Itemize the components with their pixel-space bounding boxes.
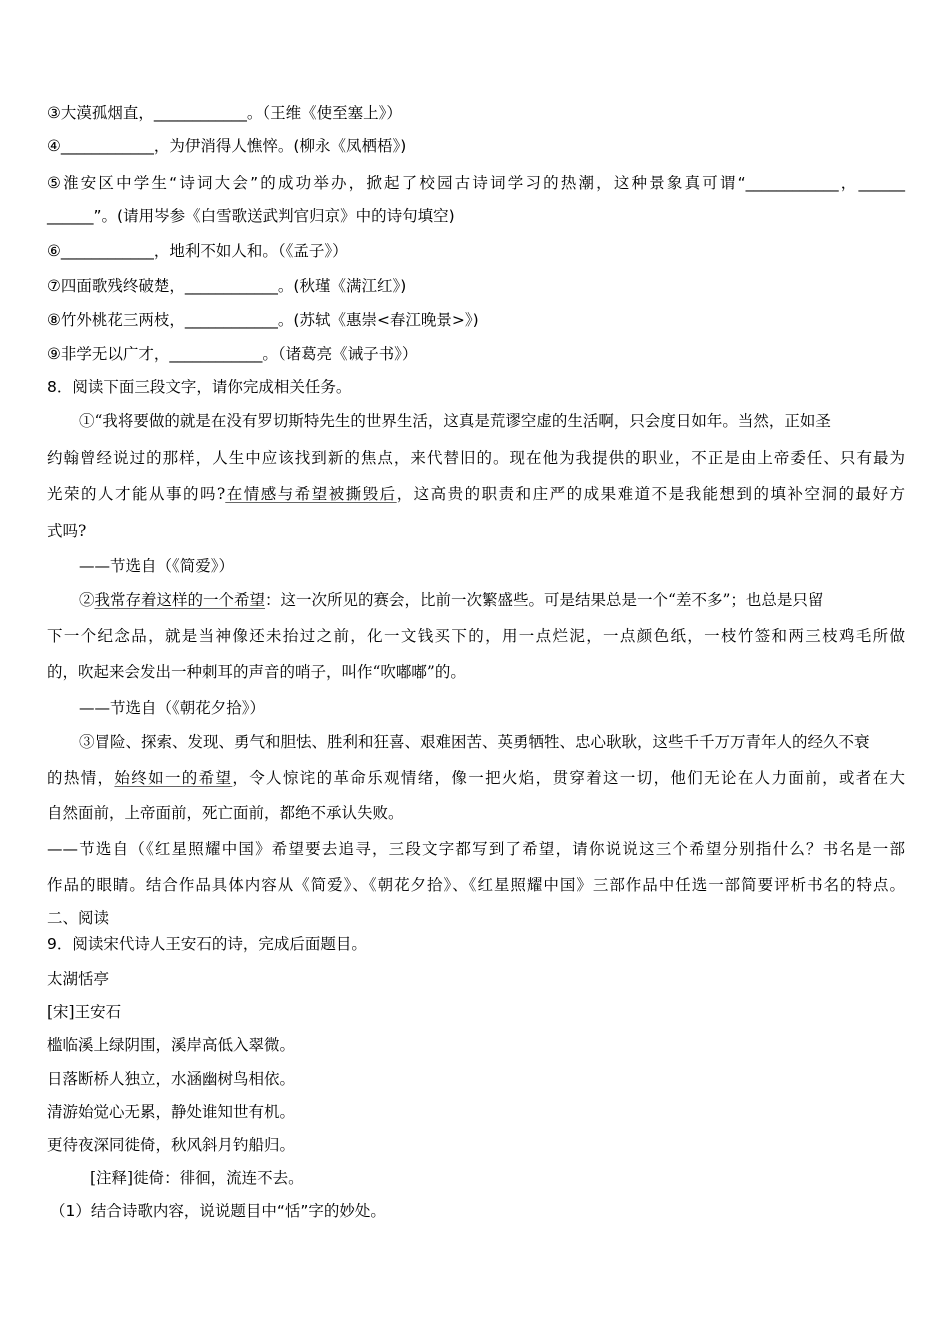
text-segment: ②: [79, 591, 95, 609]
text-segment: 约翰曾经说过的那样，人生中应该找到新的焦点，来代替旧的。现在他为我提供的职业，不正是由上帝委任、只有最为: [47, 449, 905, 467]
text-line: [47, 662, 466, 682]
text-segment: 槛临溪上绿阴围，溪岸高低入翠微。: [47, 1036, 296, 1054]
text-segment: ______”。(请用岑参《白雪歌送武判官归京》中的诗句填空): [47, 207, 455, 225]
text-segment: ⑥____________，地利不如人和。（《孟子》）: [47, 242, 348, 260]
text-line: [47, 377, 351, 397]
text-segment: 二、阅读: [47, 909, 110, 927]
text-line: [47, 626, 905, 646]
underlined-text: 我常存着这样的一个希望: [94, 591, 266, 609]
text-line: [47, 484, 905, 504]
text-segment: ——节选自（《简爱》）: [79, 557, 235, 575]
text-line: [79, 732, 870, 752]
text-line: [47, 241, 348, 261]
text-segment: 式吗?: [47, 522, 87, 540]
text-segment: ③大漠孤烟直，____________。（王维《使至塞上》）: [47, 104, 402, 122]
text-line: [47, 276, 406, 296]
text-segment: ⑦四面歌残终破楚，____________。(秋瑾《满江红》): [47, 277, 407, 295]
text-segment: ④____________，为伊消得人憔悴。(柳永《凤栖梧》): [47, 137, 407, 155]
text-line: [47, 173, 905, 193]
text-segment: （1）结合诗歌内容，说说题目中“恬”字的妙处。: [50, 1202, 386, 1220]
text-line: [47, 1035, 295, 1055]
text-line: [47, 136, 406, 156]
text-line: [47, 803, 404, 823]
text-line: [47, 206, 455, 226]
text-segment: ——节选自（《朝花夕拾》）: [79, 699, 266, 717]
text-segment: ——节选自（《红星照耀中国》希望要去追寻，三段文字都写到了希望，请你说说这三个希望分别指什么？书名是一部: [47, 840, 905, 858]
underlined-text: 在情感与希望被撕毁后: [225, 485, 397, 503]
text-segment: [注释]徙倚：徘徊，流连不去。: [90, 1169, 304, 1187]
text-segment: 更待夜深同徙倚，秋风斜月钓船归。: [47, 1136, 296, 1154]
text-segment: 8．阅读下面三段文字，请你完成相关任务。: [47, 378, 352, 396]
underlined-text: 始终如一的希望: [114, 769, 233, 787]
text-line: [79, 556, 234, 576]
text-segment: ⑧竹外桃花三两枝，____________。(苏轼《惠崇<春江晚景>》): [47, 311, 479, 329]
text-line: [47, 768, 905, 788]
text-line: [47, 875, 905, 895]
text-line: [47, 521, 86, 541]
text-segment: ①“我将要做的就是在没有罗切斯特先生的世界生活，这真是荒谬空虚的生活啊，只会度日如年。当然，正如圣: [79, 412, 831, 430]
text-line: [47, 1069, 295, 1089]
text-line: [90, 1168, 304, 1188]
text-segment: 作品的眼睛。结合作品具体内容从《简爱》、《朝花夕拾》、《红星照耀中国》三部作品中任选一部简要评析书名的特点。: [47, 876, 905, 894]
text-line: [50, 1201, 386, 1221]
text-segment: 9．阅读宋代诗人王安石的诗，完成后面题目。: [47, 935, 367, 953]
text-segment: 下一个纪念品，就是当神像还未抬过之前，化一文钱买下的，用一点烂泥，一点颜色纸，一枝竹签和两三枝鸡毛所做: [47, 627, 905, 645]
text-segment: ：这一次所见的赛会，比前一次繁盛些。可是结果总是一个“差不多”；也总是只留: [265, 591, 824, 609]
text-line: [47, 1002, 121, 1022]
text-segment: 光荣的人才能从事的吗?: [47, 485, 226, 503]
text-segment: 太湖恬亭: [47, 970, 110, 988]
text-line: [47, 839, 905, 859]
text-line: [79, 411, 831, 431]
text-segment: 的热情，: [47, 769, 115, 787]
text-segment: ⑤淮安区中学生“诗词大会”的成功举办，掀起了校园古诗词学习的热潮，这种景象真可谓“____________，______: [47, 174, 905, 192]
text-segment: ③冒险、探索、发现、勇气和胆怯、胜利和狂喜、艰难困苦、英勇牺牲、忠心耿耿，这些千千万万青年人的经久不衰: [79, 733, 870, 751]
text-line: [47, 1135, 295, 1155]
text-line: [47, 969, 109, 989]
text-segment: 的，吹起来会发出一种刺耳的声音的哨子，叫作“吹嘟嘟”的。: [47, 663, 466, 681]
text-segment: [宋]王安石: [47, 1003, 122, 1021]
text-line: [47, 344, 417, 364]
text-line: [47, 908, 109, 928]
text-line: [47, 1102, 295, 1122]
text-line: [47, 310, 479, 330]
text-segment: 日落断桥人独立，水涵幽树鸟相依。: [47, 1070, 296, 1088]
text-line: [79, 698, 265, 718]
text-segment: 自然面前，上帝面前，死亡面前，都绝不承认失败。: [47, 804, 404, 822]
text-segment: 清游始觉心无累，静处谁知世有机。: [47, 1103, 296, 1121]
text-line: [47, 934, 367, 954]
text-line: [47, 448, 905, 468]
text-segment: ，令人惊诧的革命乐观情绪，像一把火焰，贯穿着这一切，他们无论在人力面前，或者在大: [232, 769, 905, 787]
text-segment: ⑨非学无以广才，____________。（诸葛亮《诫子书》）: [47, 345, 418, 363]
text-line: [47, 103, 402, 123]
text-segment: ，这高贵的职责和庄严的成果难道不是我能想到的填补空洞的最好方: [396, 485, 905, 503]
text-line: [79, 590, 823, 610]
